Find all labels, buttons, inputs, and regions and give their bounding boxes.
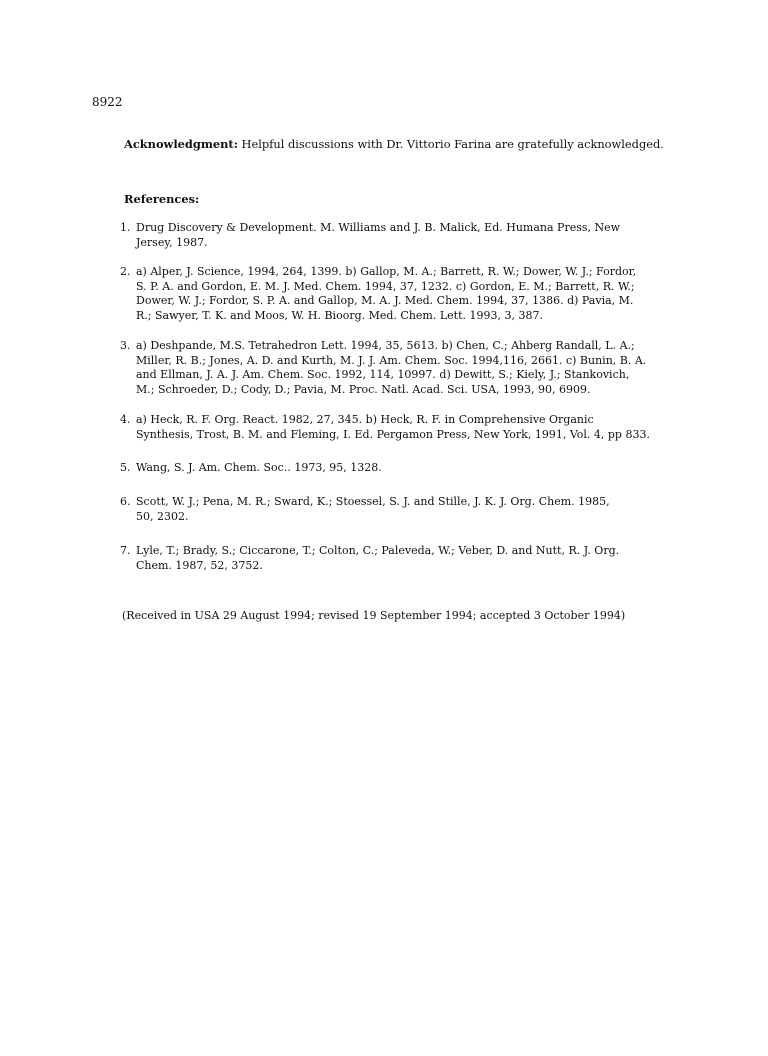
reference-line: Drug Discovery & Development. M. Williams and J. B. Malick, Ed. Humana Press, New [136,221,621,234]
received-note: (Received in USA 29 August 1994; revised 19 September 1994; accepted 3 October 1994) [122,609,626,622]
reference-line: Wang, S. J. Am. Chem. Soc.. 1973, 95, 1328. [136,461,382,474]
reference-6 [120,495,680,524]
reference-line: Jersey, 1987. [136,235,208,249]
reference-line: and Ellman, J. A. J. Am. Chem. Soc. 1992, 114, 10997. d) Dewitt, S.; Kiely, J.; Stankovich, [136,368,630,381]
reference-number: 3. [120,339,131,352]
acknowledgment-label: Acknowledgment: [124,137,238,151]
reference-line: a) Deshpande, M.S. Tetrahedron Lett. 1994, 35, 5613. b) Chen, C.; Ahberg Randall, L. A.; [136,339,635,352]
reference-line: Dower, W. J.; Fordor, S. P. A. and Gallop, M. A. J. Med. Chem. 1994, 37, 1386. d) Pavia, M. [136,294,634,307]
reference-line: a) Heck, R. F. Org. React. 1982, 27, 345. b) Heck, R. F. in Comprehensive Organic [136,413,594,426]
reference-line: 50, 2302. [136,509,189,523]
reference-line: S. P. A. and Gordon, E. M. J. Med. Chem. 1994, 37, 1232. c) Gordon, E. M.; Barrett, R. W.; [136,279,635,293]
reference-line: Synthesis, Trost, B. M. and Fleming, I. Ed. Pergamon Press, New York, 1991, Vol. 4, pp 833. [136,427,650,441]
reference-number: 1. [120,221,131,234]
reference-line: Lyle, T.; Brady, S.; Ciccarone, T.; Colton, C.; Paleveda, W.; Veber, D. and Nutt, R. J. Org. [136,544,620,557]
reference-line: Scott, W. J.; Pena, M. R.; Sward, K.; Stoessel, S. J. and Stille, J. K. J. Org. Chem. 1985, [136,495,610,508]
acknowledgment [124,137,704,152]
acknowledgment-text: Helpful discussions with Dr. Vittorio Farina are gratefully acknowledged. [237,137,664,151]
reference-line: M.; Schroeder, D.; Cody, D.; Pavia, M. Proc. Natl. Acad. Sci. USA, 1993, 90, 6909. [136,382,591,396]
reference-number: 7. [120,544,131,557]
page-number: 8922 [92,95,123,109]
reference-line: Chem. 1987, 52, 3752. [136,558,263,572]
reference-7 [120,544,680,573]
reference-1 [120,221,680,250]
references-heading: References: [124,192,200,206]
reference-number: 2. [120,265,131,278]
reference-line: Miller, R. B.; Jones, A. D. and Kurth, M. J. J. Am. Chem. Soc. 1994,116, 2661. c) Bunin, B. A. [136,353,647,367]
reference-2 [120,265,680,323]
reference-5 [120,461,680,476]
reference-number: 6. [120,495,131,508]
reference-number: 4. [120,413,131,426]
reference-line: R.; Sawyer, T. K. and Moos, W. H. Bioorg. Med. Chem. Lett. 1993, 3, 387. [136,308,543,322]
reference-3 [120,339,680,397]
reference-line: a) Alper, J. Science, 1994, 264, 1399. b) Gallop, M. A.; Barrett, R. W.; Dower, W. J.; Fordor, [136,265,637,278]
reference-4 [120,413,680,442]
reference-number: 5. [120,461,131,474]
